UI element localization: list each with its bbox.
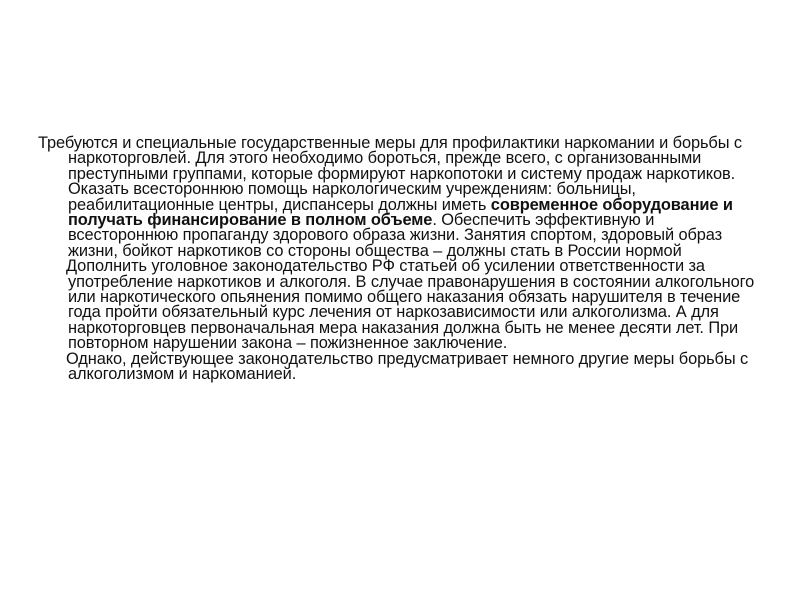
paragraph-text: Требуются и специальные государственные меры для профилактики наркомании и борьбы с наркоторговлей. Для этого необходимо бороться, прежде всего, с организованными преступными группами, которые формируют наркопотоки и систему продаж наркотиков. Оказать всестороннюю помощь наркологическим учреждениям: больницы, реабилитационные центры, диспансеры должны иметь [38, 134, 742, 214]
paragraph-criminal-law: Дополнить уголовное законодательство РФ статьей об усилении ответственности за употребление наркотиков и алкоголя. В случае правонарушения в состоянии алкогольного или наркотического опьянения помимо общего наказания обязать нарушителя в течение года пройти обязательный курс лечения от наркозависимости или алкоголизма. А для наркоторговцев первоначальная мера наказания должна быть не менее десяти лет. При повторном нарушении закона – пожизненное заключение. [66, 257, 755, 353]
paragraph-text-continued: . Обеспечить эффективную и всестороннюю пропаганду здорового образа жизни. Занятия спортом, здоровый образ жизни, бойкот наркотиков со стороны общества – должны стать в России нормой [68, 211, 723, 260]
emphasized-text: современное оборудование и получать финансирование в полном объеме [68, 195, 733, 230]
paragraph-state-measures [38, 136, 758, 259]
paragraph-current-law: Однако, действующее законодательство предусматривает немного другие меры борьбы с алкоголизмом и наркоманией. [66, 349, 749, 384]
body-text [38, 136, 758, 383]
